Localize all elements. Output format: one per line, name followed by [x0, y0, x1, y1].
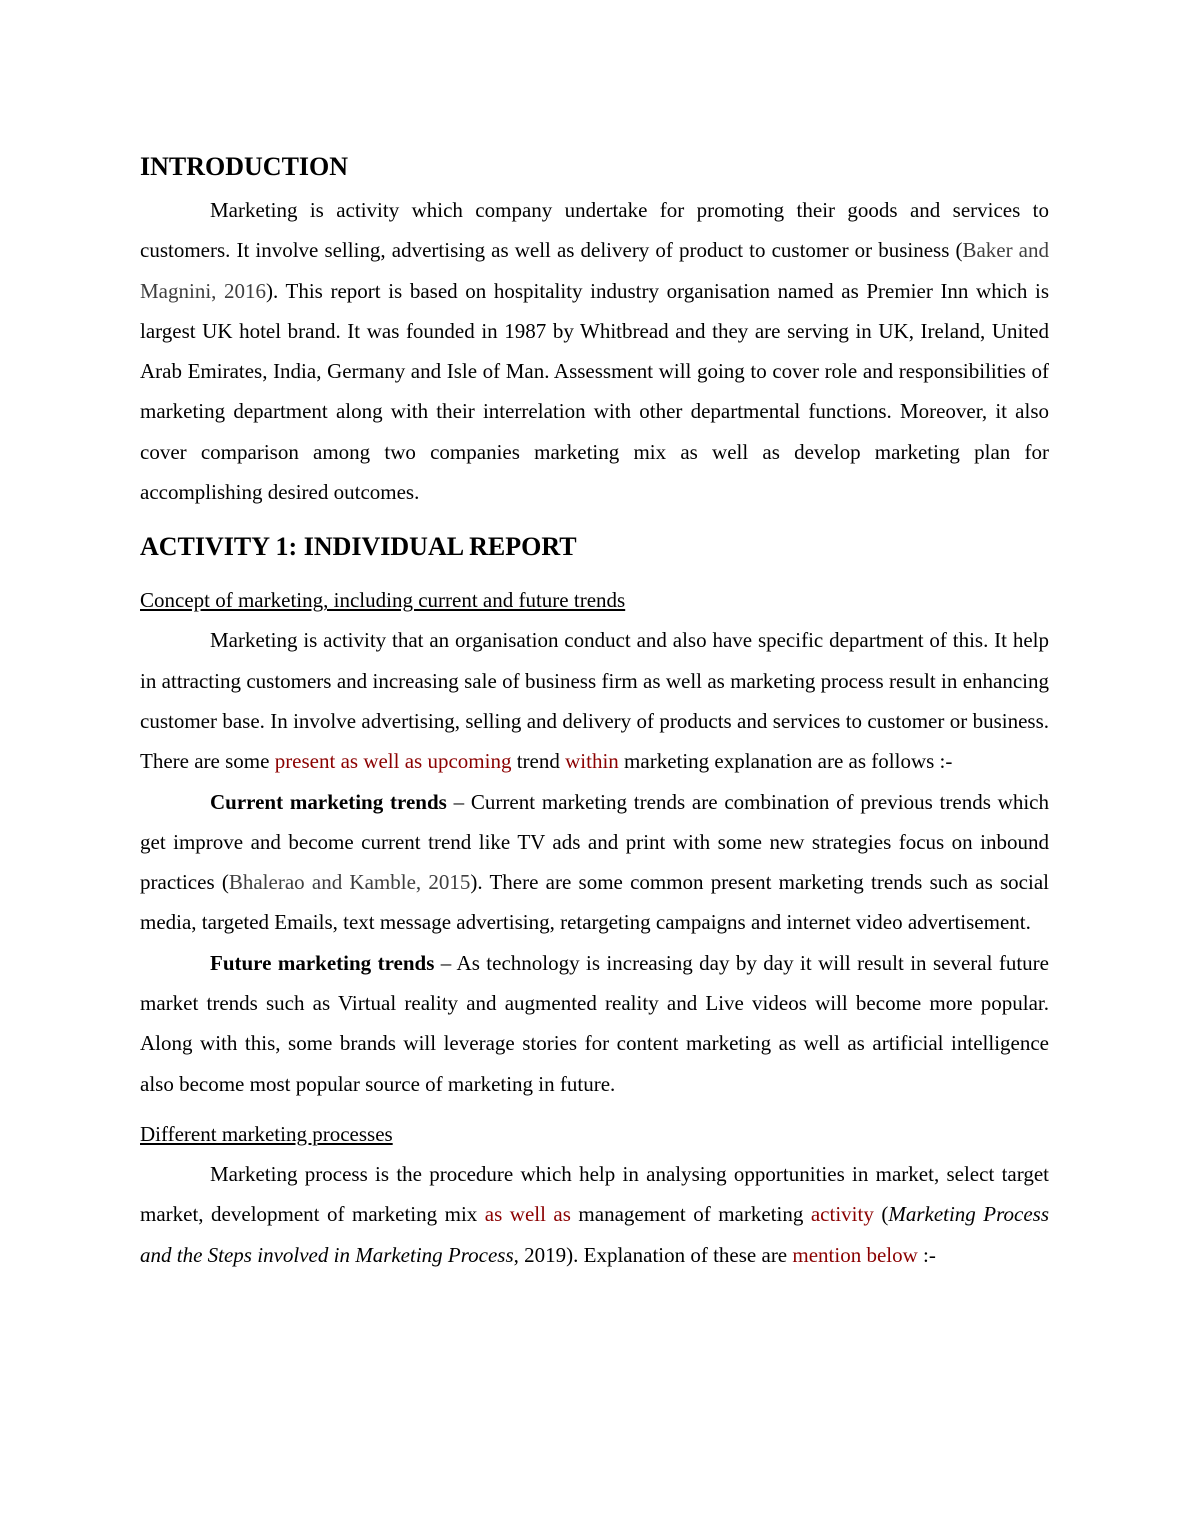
concept-text-b: trend — [511, 749, 566, 774]
current-trends-text-a: – Current marketing trends are combination of previous trends which get improve and become current trend like TV ads and print with some new strategies focus on inbound practices ( — [140, 789, 1049, 895]
intro-text-a: Marketing is activity which company undertake for promoting their goods and services to customers. It involve selling, advertising as well as delivery of product to customer or business ( — [140, 198, 1049, 263]
highlight-mention-below: mention below — [792, 1242, 918, 1267]
processes-text-a: Marketing process is the procedure which help in analysing opportunities in market, select target market, development of marketing mix — [140, 1161, 1049, 1227]
current-trends-paragraph — [140, 782, 1049, 943]
citation-baker-magnini: Baker and Magnini, 2016 — [140, 238, 1049, 303]
introduction-heading: INTRODUCTION — [140, 152, 349, 181]
future-trends-label: Future marketing trends — [210, 950, 435, 975]
concept-text-a: Marketing is activity that an organisation conduct and also have specific department of this. It help in attracting customers and increasing sale of business firm as well as marketing process result in enhancing customer base. In involve advertising, selling and delivery of products and services to customer or business. There are some — [140, 628, 1049, 774]
document-page — [140, 148, 1049, 1275]
highlight-as-well-as: as well as — [484, 1202, 571, 1227]
future-trends-paragraph — [140, 943, 1049, 1104]
processes-text-d: , 2019). Explanation of these are — [513, 1242, 793, 1267]
processes-text-c: ( — [873, 1202, 889, 1227]
processes-subheading: Different marketing processes — [140, 1121, 393, 1146]
current-trends-text-b: ). There are some common present marketing trends such as social media, targeted Emails, text message advertising, retargeting campaigns and internet video advertisement. — [140, 870, 1049, 935]
concept-paragraph — [140, 620, 1049, 781]
highlight-activity: activity — [810, 1202, 874, 1227]
future-trends-text: – As technology is increasing day by day it will result in several future market trends such as Virtual reality and augmented reality and Live videos will become more popular. Along with this, some brands will leverage stories for content marketing as well as artificial intelligence also become most popular source of marketing in future. — [140, 950, 1049, 1096]
citation-bhalerao-kamble: Bhalerao and Kamble, 2015 — [228, 870, 471, 895]
concept-text-c: marketing explanation are as follows :- — [618, 749, 953, 774]
activity-heading: ACTIVITY 1: INDIVIDUAL REPORT — [140, 532, 577, 562]
processes-text-e: :- — [917, 1242, 936, 1267]
citation-marketing-process: Marketing Process and the Steps involved in Marketing Process — [140, 1202, 1050, 1267]
introduction-paragraph — [140, 190, 1049, 512]
highlight-within: within — [565, 749, 619, 774]
processes-text-b: management of marketing — [570, 1202, 811, 1227]
concept-subheading: Concept of marketing, including current and future trends — [140, 588, 626, 613]
highlight-present-upcoming: present as well as upcoming — [274, 749, 512, 774]
processes-paragraph — [140, 1154, 1049, 1275]
current-trends-label: Current marketing trends — [210, 789, 447, 814]
intro-text-b: ). This report is based on hospitality industry organisation named as Premier Inn which is largest UK hotel brand. It was founded in 1987 by Whitbread and they are serving in UK, Ireland, United Arab Emirates, India, Germany and Isle of Man. Assessment will going to cover role and responsibilities of marketing department along with their interrelation with other departmental functions. Moreover, it also cover comparison among two companies marketing mix as well as develop marketing plan for accomplishing desired outcomes. — [140, 278, 1049, 505]
